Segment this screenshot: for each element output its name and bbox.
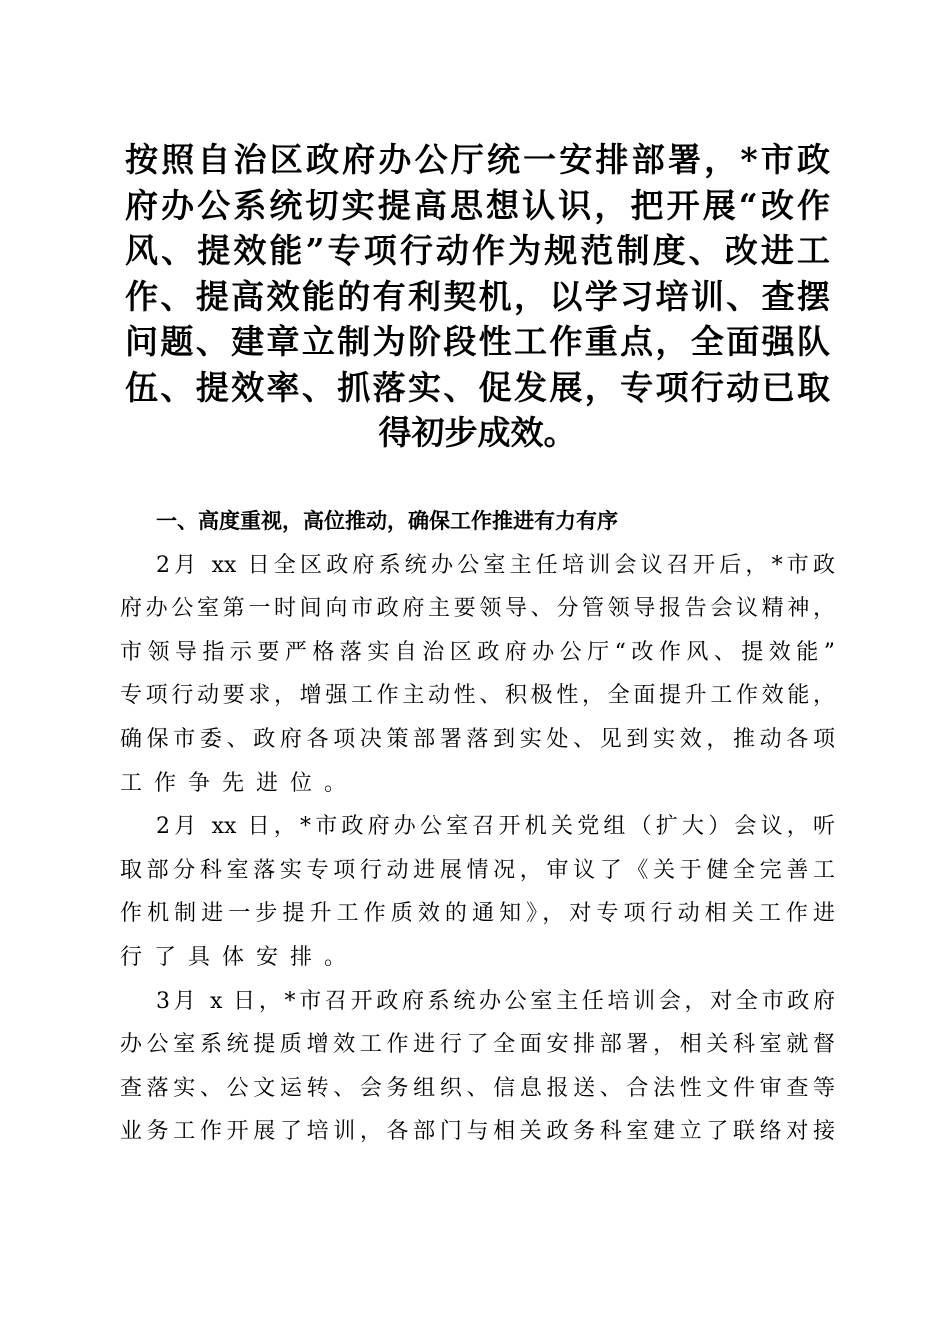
text-line: 府办公室第一时间向市政府主要领导、分管领导报告会议精神， xyxy=(120,596,835,622)
text-line: 业务工作开展了培训，各部门与相关政务科室建立了联络对接 xyxy=(120,1119,835,1145)
title-line: 风、提效能”专项行动作为规范制度、改进工 xyxy=(125,231,830,270)
text-line: 3月 x 日，*市召开政府系统办公室主任培训会，对全市政府 xyxy=(156,988,835,1014)
text-line: 确保市委、政府各项决策部署落到实处、见到实效，推动各项 xyxy=(120,726,835,752)
text-line: 专项行动要求，增强工作主动性、积极性，全面提升工作效能， xyxy=(120,683,835,709)
title-line: 得初步成效。 xyxy=(378,413,577,452)
text-line: 工作争先进位。 xyxy=(120,770,359,796)
text-line: 市领导指示要严格落实自治区政府办公厅“改作风、提效能” xyxy=(120,639,835,665)
title-line: 府办公系统切实提高思想认识，把开展“改作 xyxy=(125,185,830,225)
text-line: 查落实、公文运转、会务组织、信息报送、合法性文件审查等 xyxy=(120,1075,835,1101)
text-line: 取部分科室落实专项行动进展情况，审议了《关于健全完善工 xyxy=(120,857,835,883)
title-line: 作、提高效能的有利契机，以学习培训、查摆 xyxy=(125,276,830,316)
title-line: 按照自治区政府办公厅统一安排部署，*市政 xyxy=(125,140,830,179)
title-line: 伍、提效率、抓落实、促发展，专项行动已取 xyxy=(125,367,830,407)
document-title xyxy=(125,137,830,456)
text-line: 2月 xx 日，*市政府办公室召开机关党组（扩大）会议，听 xyxy=(156,814,835,840)
paragraph-1 xyxy=(120,544,835,806)
text-line: 2月 xx 日全区政府系统办公室主任培训会议召开后，*市政 xyxy=(156,552,835,578)
title-line: 问题、建章立制为阶段性工作重点，全面强队 xyxy=(125,322,830,361)
document-body xyxy=(120,500,835,1154)
paragraph-3 xyxy=(120,980,835,1154)
paragraph-2 xyxy=(120,805,835,979)
text-line: 作机制进一步提升工作质效的通知》，对专项行动相关工作进 xyxy=(120,901,835,927)
text-line: 行了具体安排。 xyxy=(120,944,359,970)
text-line: 办公室系统提质增效工作进行了全面安排部署，相关科室就督 xyxy=(120,1032,835,1058)
section-heading: 一、高度重视，高位推动，确保工作推进有力有序 xyxy=(156,509,618,533)
